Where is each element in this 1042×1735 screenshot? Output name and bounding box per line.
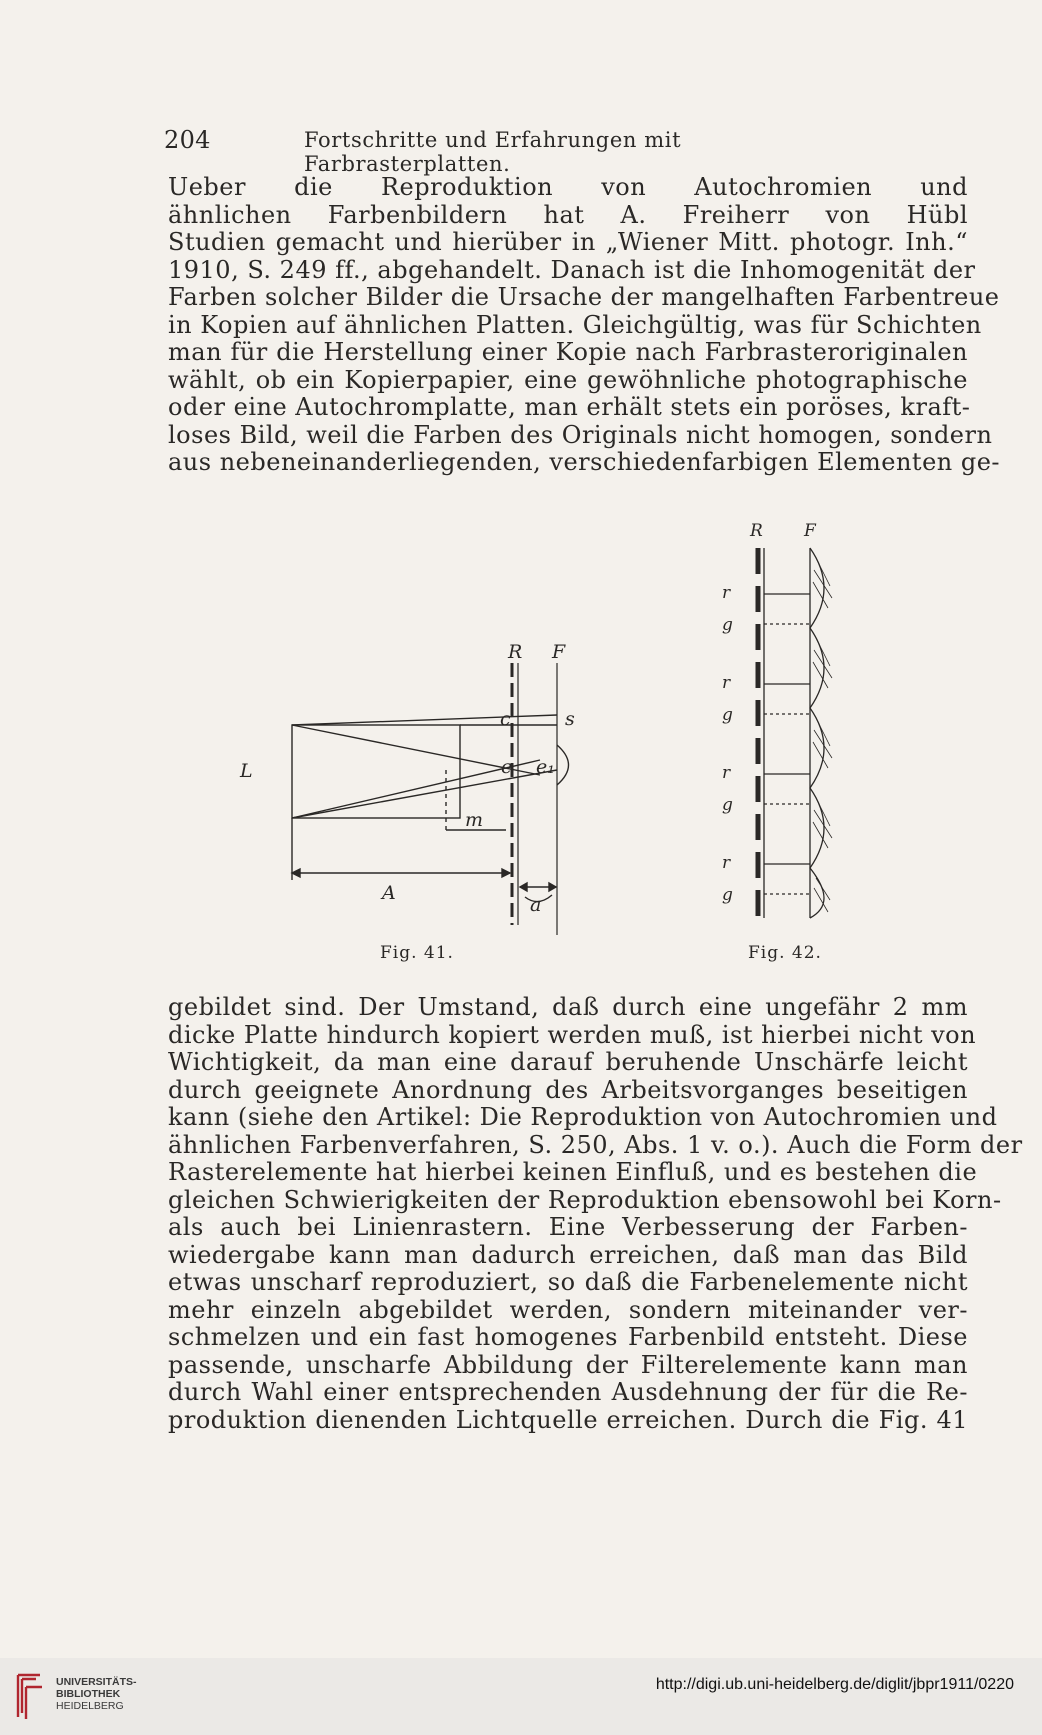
text-line: Ueber die Reproduktion von Autochromien und bbox=[168, 173, 968, 201]
figure-41-diagram bbox=[240, 625, 590, 945]
label-r: r bbox=[722, 763, 731, 783]
label-F: F bbox=[552, 641, 566, 663]
logo-line-3: HEIDELBERG bbox=[56, 1700, 124, 1712]
text-line: Farben solcher Bilder die Ursache der mangelhaften Farbentreue bbox=[168, 283, 1000, 311]
text-line: 1910, S. 249 ff., abgehandelt. Danach ist die Inhomogenität der bbox=[168, 255, 976, 284]
text-line: in Kopien auf ähnlichen Platten. Gleichgültig, was für Schichten bbox=[168, 310, 982, 339]
label-c: c bbox=[500, 708, 511, 730]
label-L: L bbox=[240, 760, 253, 782]
text-line: Studien gemacht und hierüber in „Wiener Mitt. photogr. Inh.“ bbox=[168, 228, 968, 256]
running-title: Fortschritte und Erfahrungen mit Farbrasterplatten. bbox=[304, 128, 682, 176]
text-line: produktion dienenden Lichtquelle erreichen. Durch die Fig. 41 bbox=[168, 1405, 968, 1434]
figure-42-diagram bbox=[700, 508, 850, 938]
label-a: a bbox=[530, 894, 542, 916]
permalink-url[interactable]: http://digi.ub.uni-heidelberg.de/diglit/jbpr1911/0220 bbox=[655, 1676, 1014, 1693]
figure-41-caption: Fig. 41. bbox=[380, 943, 454, 963]
label-g: g bbox=[722, 705, 733, 725]
label-r: r bbox=[722, 583, 731, 603]
text-line: loses Bild, weil die Farben des Originals nicht homogen, sondern bbox=[168, 420, 993, 449]
label-r: r bbox=[722, 853, 731, 873]
viewer-footer bbox=[0, 1658, 1042, 1735]
text-line: durch geeignete Anordnung des Arbeitsvorganges beseitigen bbox=[168, 1075, 968, 1104]
text-line: oder eine Autochromplatte, man erhält stets ein poröses, kraft- bbox=[168, 393, 971, 421]
text-line: Rasterelemente hat hierbei keinen Einfluß, und es bestehen die bbox=[168, 1158, 978, 1186]
text-line: mehr einzeln abgebildet werden, sondern miteinander ver- bbox=[168, 1295, 968, 1324]
text-line: schmelzen und ein fast homogenes Farbenbild entsteht. Diese bbox=[168, 1323, 968, 1351]
page-number: 204 bbox=[164, 126, 211, 154]
text-line: gebildet sind. Der Umstand, daß durch eine ungefähr 2 mm bbox=[168, 993, 968, 1021]
text-line: etwas unscharf reproduziert, so daß die Farbenelemente nicht bbox=[168, 1268, 968, 1296]
figure-42-caption: Fig. 42. bbox=[748, 943, 822, 963]
text-line: man für die Herstellung einer Kopie nach Farbrasteroriginalen bbox=[168, 338, 968, 366]
label-m: m bbox=[465, 809, 484, 831]
text-line: als auch bei Linienrastern. Eine Verbesserung der Farben- bbox=[168, 1213, 968, 1241]
label-g: g bbox=[722, 615, 733, 635]
label-R: R bbox=[508, 641, 523, 663]
text-line: ähnlichen Farbenverfahren, S. 250, Abs. 1 v. o.). Auch die Form der bbox=[168, 1130, 1023, 1159]
text-line: aus nebeneinanderliegenden, verschiedenfarbigen Elementen ge- bbox=[168, 448, 1001, 476]
figure-41 bbox=[240, 625, 590, 970]
text-line: dicke Platte hindurch kopiert werden muß, ist hierbei nicht von bbox=[168, 1020, 977, 1049]
label-F: F bbox=[804, 521, 816, 541]
label-s: s bbox=[565, 708, 575, 730]
text-line: gleichen Schwierigkeiten der Reproduktion ebensowohl bei Korn- bbox=[168, 1185, 1002, 1214]
text-line: wählt, ob ein Kopierpapier, eine gewöhnliche photographische bbox=[168, 365, 968, 394]
label-r: r bbox=[722, 673, 731, 693]
text-line: Wichtigkeit, da man eine darauf beruhende Unschärfe leicht bbox=[168, 1048, 968, 1076]
text-line: durch Wahl einer entsprechenden Ausdehnung der für die Re- bbox=[168, 1378, 968, 1406]
text-line: passende, unscharfe Abbildung der Filterelemente kann man bbox=[168, 1350, 968, 1379]
paragraph-1 bbox=[168, 173, 1001, 477]
label-e: e bbox=[501, 756, 513, 778]
label-g: g bbox=[722, 795, 733, 815]
logo-line-1: UNIVERSITÄTS- bbox=[56, 1676, 137, 1688]
paragraph-2 bbox=[168, 993, 1023, 1434]
label-R: R bbox=[750, 521, 763, 541]
library-name bbox=[56, 1676, 137, 1712]
text-line: ähnlichen Farbenbildern hat A. Freiherr von Hübl bbox=[168, 200, 968, 229]
label-g: g bbox=[722, 885, 733, 905]
label-A: A bbox=[382, 882, 396, 904]
label-e1: e₁ bbox=[536, 756, 555, 778]
text-line: kann (siehe den Artikel: Die Reproduktion von Autochromien und bbox=[168, 1103, 998, 1131]
figure-42 bbox=[700, 508, 850, 970]
text-line: wiedergabe kann man dadurch erreichen, daß man das Bild bbox=[168, 1240, 968, 1269]
logo-line-2: BIBLIOTHEK bbox=[56, 1688, 121, 1700]
